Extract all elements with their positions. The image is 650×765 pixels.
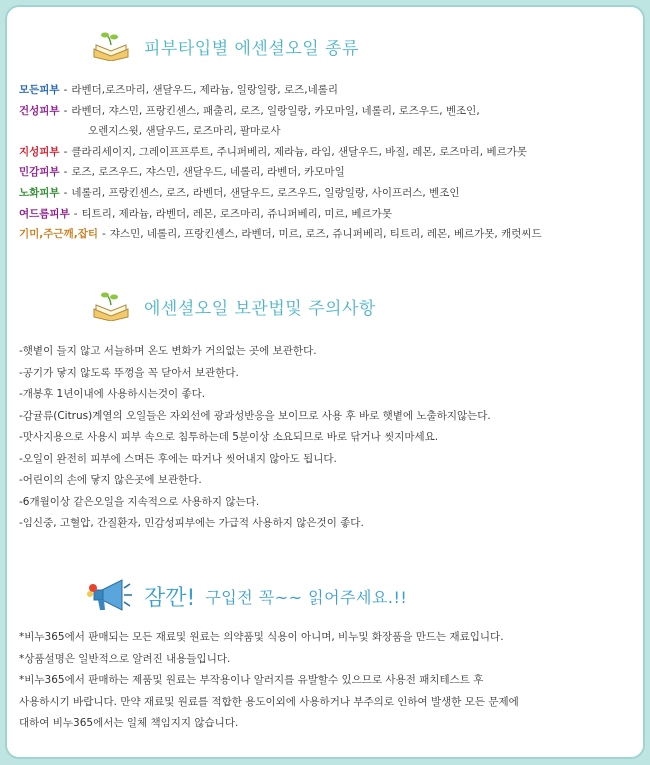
list-item xyxy=(19,80,629,101)
section-title: 에센셜오일 보관법및 주의사항 xyxy=(144,298,376,319)
separator: - xyxy=(63,145,68,158)
list-item: -어린이의 손에 닿지 않은곳에 보관한다. xyxy=(19,474,202,486)
oil-list: 네롤리, 프랑킨센스, 로즈, 라벤더, 샌달우드, 로즈우드, 일랑일랑, 사이프러스, 벤조인 xyxy=(71,186,460,199)
notice-line: *비누365에서 판매되는 모든 재료및 원료는 의약품및 식용이 아니며, 비누및 화장품을 만드는 재료입니다. xyxy=(19,631,504,643)
list-item xyxy=(19,142,629,163)
oil-list: 라벤더,로즈마리, 샌달우드, 제라늄, 일랑일랑, 로즈,네롤리 xyxy=(71,84,339,96)
section-title: 피부타입별 에센셜오일 종류 xyxy=(144,38,359,59)
storage-notes xyxy=(19,341,629,535)
skin-type-list xyxy=(19,80,629,245)
oil-list: 쟈스민, 네롤리, 프랑킨센스, 라벤더, 미르, 로즈, 쥬니퍼베리, 티트리, 레몬, 베르가못, 캐럿씨드 xyxy=(109,228,542,241)
list-item: -6개월이상 같은오일을 지속적으로 사용하지 않는다. xyxy=(19,495,260,508)
list-item xyxy=(19,224,629,245)
warning-subtitle: 구입전 꼭~~ 읽어주세요.!! xyxy=(205,587,408,607)
list-item: -공기가 닿지 않도록 뚜껑을 꼭 닫아서 보관한다. xyxy=(19,366,239,379)
list-item xyxy=(19,101,629,122)
separator: - xyxy=(63,84,68,96)
list-item: -맛사지용으로 사용시 피부 속으로 침투하는데 5분이상 소요되므로 바로 닦거나 씻지마세요. xyxy=(19,431,439,443)
list-item: -오일이 완전히 피부에 스며든 후에는 따거나 씻어내지 않아도 됩니다. xyxy=(19,452,337,465)
list-item xyxy=(19,183,629,204)
oil-list: 클라리세이지, 그레이프프루트, 주니퍼베리, 제라늄, 라임, 샌달우드, 바질, 레몬, 로즈마리, 베르가못 xyxy=(71,145,528,158)
skin-type-name: 여드름피부 xyxy=(19,207,70,220)
open-book-sprout-icon xyxy=(90,31,132,61)
notice-line: 대하여 비누365에서는 일체 책임지지 않습니다. xyxy=(19,717,239,729)
megaphone-icon xyxy=(86,576,134,616)
list-item: -임신중, 고혈압, 간질환자, 민감성피부에는 가급적 사용하지 않은것이 좋다. xyxy=(19,517,364,529)
oil-list: 라벤더, 쟈스민, 프랑킨센스, 패출리, 로즈, 일랑일랑, 카모마일, 네롤리, 로즈우드, 벤조인, xyxy=(71,104,480,117)
skin-type-name: 기미,주근깨,잡티 xyxy=(19,228,98,241)
separator: - xyxy=(63,166,68,179)
oil-list: 티트리, 제라늄, 라벤더, 레몬, 로즈마리, 쥬니퍼베리, 미르, 베르가못 xyxy=(81,207,392,220)
list-item: -감귤류(Citrus)계열의 오일들은 자외선에 광과성반응을 보이므로 사용 후 바로 햇볕에 노출하지않는다. xyxy=(19,409,491,422)
notice-line: *상품설명은 일반적으로 알려진 내용들입니다. xyxy=(19,652,231,665)
separator: - xyxy=(101,228,106,241)
separator: - xyxy=(63,186,68,199)
oil-list-continued: 오렌지스윗, 샌달우드, 로즈마리, 팔마로사 xyxy=(88,125,281,138)
separator: - xyxy=(63,104,68,117)
list-item: -개봉후 1년이내에 사용하시는것이 좋다. xyxy=(19,388,206,400)
skin-type-name: 건성피부 xyxy=(19,104,60,117)
skin-type-name: 모든피부 xyxy=(19,84,60,96)
skin-type-name: 민감피부 xyxy=(19,166,60,179)
section-heading-skin-types xyxy=(90,30,359,62)
list-item xyxy=(19,204,629,225)
section-heading-storage xyxy=(90,290,376,322)
purchase-notice xyxy=(19,627,634,735)
open-book-sprout-icon xyxy=(90,291,132,321)
warning-title: 잠깐! xyxy=(144,585,196,611)
list-item: -햇볕이 들지 않고 서늘하며 온도 변화가 거의없는 곳에 보관한다. xyxy=(19,345,317,357)
separator: - xyxy=(73,207,78,220)
section-heading-warning xyxy=(86,576,407,616)
skin-type-name: 지성피부 xyxy=(19,145,60,158)
notice-line: *비누365에서 판매하는 제품및 원료는 부작용이나 알러지를 유발할수 있으므로 사용전 패치테스트 후 xyxy=(19,674,484,686)
list-item xyxy=(19,162,629,183)
skin-type-name: 노화피부 xyxy=(19,186,60,199)
oil-list: 로즈, 로즈우드, 쟈스민, 샌달우드, 네롤리, 라벤더, 카모마일 xyxy=(71,166,345,179)
notice-line: 사용하시기 바랍니다. 만약 재료및 원료를 적합한 용도이외에 사용하거나 부주의로 인하여 발생한 모든 문제에 xyxy=(19,695,519,708)
